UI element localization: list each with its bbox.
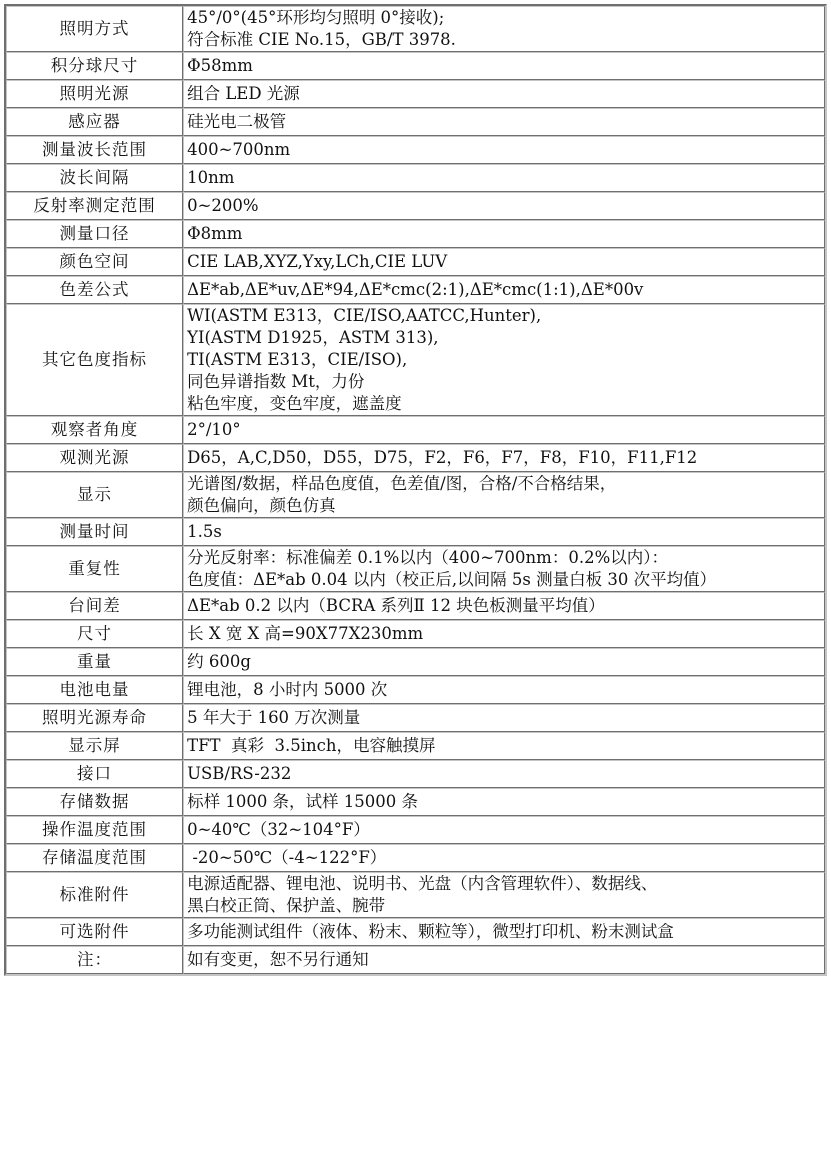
spec-row [6, 760, 825, 788]
spec-label: 台间差 [6, 592, 183, 620]
spec-label: 显示 [6, 472, 183, 518]
spec-label: 观测光源 [6, 444, 183, 472]
spec-row [6, 620, 825, 648]
spec-row [6, 108, 825, 136]
spec-row [6, 648, 825, 676]
spec-value [183, 620, 825, 648]
spec-label: 标准附件 [6, 872, 183, 918]
spec-label: 操作温度范围 [6, 816, 183, 844]
spec-value-line: 10nm [187, 168, 235, 187]
spec-label: 重量 [6, 648, 183, 676]
spec-value-line: 锂电池，8 小时内 5000 次 [187, 680, 388, 699]
spec-row [6, 416, 825, 444]
spec-value-line: 组合 LED 光源 [187, 84, 300, 103]
spec-value [183, 304, 825, 416]
spec-label: 显示屏 [6, 732, 183, 760]
spec-value-line: 粘色牢度，变色牢度，遮盖度 [187, 394, 402, 413]
spec-label: 电池电量 [6, 676, 183, 704]
spec-value [183, 788, 825, 816]
spec-value-line: 电源适配器、锂电池、说明书、光盘（内含管理软件）、数据线、 [187, 874, 658, 893]
spec-label: 存储数据 [6, 788, 183, 816]
spec-value-line: 分光反射率：标准偏差 0.1%以内（400~700nm：0.2%以内）： [187, 548, 668, 567]
spec-row [6, 304, 825, 416]
spec-label: 波长间隔 [6, 164, 183, 192]
spec-value-line: 符合标准 CIE No.15，GB/T 3978. [187, 30, 456, 49]
spec-row [6, 546, 825, 592]
spec-table [4, 4, 827, 976]
spec-label: 测量波长范围 [6, 136, 183, 164]
spec-value-line: TFT 真彩 3.5inch，电容触摸屏 [187, 736, 436, 755]
spec-value [183, 732, 825, 760]
spec-label: 可选附件 [6, 918, 183, 946]
spec-value [183, 676, 825, 704]
spec-value-line: WI(ASTM E313，CIE/ISO,AATCC,Hunter), [187, 306, 542, 325]
spec-value [183, 704, 825, 732]
spec-label: 颜色空间 [6, 248, 183, 276]
spec-row [6, 844, 825, 872]
spec-value-line: 2°/10° [187, 420, 241, 439]
spec-label: 色差公式 [6, 276, 183, 304]
spec-value-line: 0~40℃（32~104°F） [187, 820, 370, 839]
spec-label: 其它色度指标 [6, 304, 183, 416]
spec-value [183, 844, 825, 872]
spec-value [183, 192, 825, 220]
spec-row [6, 946, 825, 974]
spec-value-line: 约 600g [187, 652, 251, 671]
spec-label: 重复性 [6, 546, 183, 592]
spec-value-line: 如有变更，恕不另行通知 [187, 950, 369, 969]
spec-row [6, 136, 825, 164]
spec-label: 反射率测定范围 [6, 192, 183, 220]
spec-label: 测量口径 [6, 220, 183, 248]
spec-row [6, 872, 825, 918]
spec-value-line: ΔE*ab 0.2 以内（BCRA 系列Ⅱ 12 块色板测量平均值） [187, 596, 605, 615]
spec-label: 接口 [6, 760, 183, 788]
spec-row [6, 788, 825, 816]
spec-value: 多功能测试组件（液体、粉末、颗粒等），微型打印机、粉末测试盒 [183, 918, 825, 946]
spec-value-line: 1.5s [187, 522, 222, 541]
spec-value-line: ΔE*ab,ΔE*uv,ΔE*94,ΔE*cmc(2:1),ΔE*cmc(1:1),ΔE*00v [187, 280, 644, 299]
spec-value [183, 518, 825, 546]
spec-row [6, 192, 825, 220]
spec-row [6, 220, 825, 248]
spec-label: 积分球尺寸 [6, 52, 183, 80]
spec-value [183, 52, 825, 80]
spec-label: 存储温度范围 [6, 844, 183, 872]
spec-value [183, 444, 825, 472]
spec-value-line: 标样 1000 条，试样 15000 条 [187, 792, 419, 811]
spec-value-line: D65，A,C,D50，D55，D75，F2，F6，F7，F8，F10，F11,F12 [187, 448, 698, 467]
spec-value [183, 248, 825, 276]
spec-row [6, 704, 825, 732]
spec-label: 照明光源 [6, 80, 183, 108]
spec-value [183, 220, 825, 248]
spec-value [183, 276, 825, 304]
spec-value [183, 648, 825, 676]
spec-value [183, 416, 825, 444]
spec-value [183, 546, 825, 592]
spec-table-body [6, 6, 825, 974]
spec-label: 测量时间 [6, 518, 183, 546]
spec-row [6, 816, 825, 844]
spec-row [6, 918, 825, 946]
spec-value-line: YI(ASTM D1925，ASTM 313), [187, 328, 439, 347]
spec-value [183, 136, 825, 164]
spec-value [183, 108, 825, 136]
spec-value [183, 760, 825, 788]
spec-value [183, 946, 825, 974]
spec-label: 观察者角度 [6, 416, 183, 444]
spec-row [6, 592, 825, 620]
spec-row [6, 732, 825, 760]
spec-row [6, 444, 825, 472]
spec-label: 照明光源寿命 [6, 704, 183, 732]
spec-row [6, 248, 825, 276]
spec-row [6, 52, 825, 80]
spec-row [6, 676, 825, 704]
spec-value [183, 6, 825, 52]
spec-value-line: TI(ASTM E313，CIE/ISO), [187, 350, 408, 369]
spec-label: 尺寸 [6, 620, 183, 648]
spec-value-line: 长 X 宽 X 高=90X77X230mm [187, 624, 424, 643]
spec-value [183, 164, 825, 192]
spec-row [6, 164, 825, 192]
spec-value-line: 0~200% [187, 196, 259, 215]
spec-value-line: 颜色偏向，颜色仿真 [187, 496, 336, 515]
spec-label: 感应器 [6, 108, 183, 136]
spec-row [6, 518, 825, 546]
spec-value-line: 5 年大于 160 万次测量 [187, 708, 361, 727]
spec-value [183, 472, 825, 518]
spec-value [183, 592, 825, 620]
spec-value [183, 816, 825, 844]
spec-label: 照明方式 [6, 6, 183, 52]
spec-row [6, 6, 825, 52]
spec-row [6, 472, 825, 518]
spec-value-line: CIE LAB,XYZ,Yxy,LCh,CIE LUV [187, 252, 448, 271]
spec-value-line: Φ8mm [187, 224, 243, 243]
spec-value-line: -20~50℃（-4~122°F） [187, 848, 387, 867]
spec-value-line: 400~700nm [187, 140, 291, 159]
spec-value-line: 硅光电二极管 [187, 112, 287, 131]
spec-value [183, 80, 825, 108]
spec-value-line: 黑白校正筒、保护盖、腕带 [187, 896, 386, 915]
spec-value [183, 872, 825, 918]
spec-value-line: Φ58mm [187, 56, 253, 75]
spec-row [6, 276, 825, 304]
spec-value-line: 同色异谱指数 Mt，力份 [187, 372, 365, 391]
spec-value-line: USB/RS-232 [187, 764, 292, 783]
spec-value-line: 色度值：ΔE*ab 0.04 以内（校正后,以间隔 5s 测量白板 30 次平均值） [187, 570, 717, 589]
spec-row [6, 80, 825, 108]
spec-value-line: 光谱图/数据，样品色度值，色差值/图，合格/不合格结果， [187, 474, 617, 493]
spec-value-line: 45°/0°(45°环形均匀照明 0°接收); [187, 8, 445, 27]
spec-label: 注： [6, 946, 183, 974]
